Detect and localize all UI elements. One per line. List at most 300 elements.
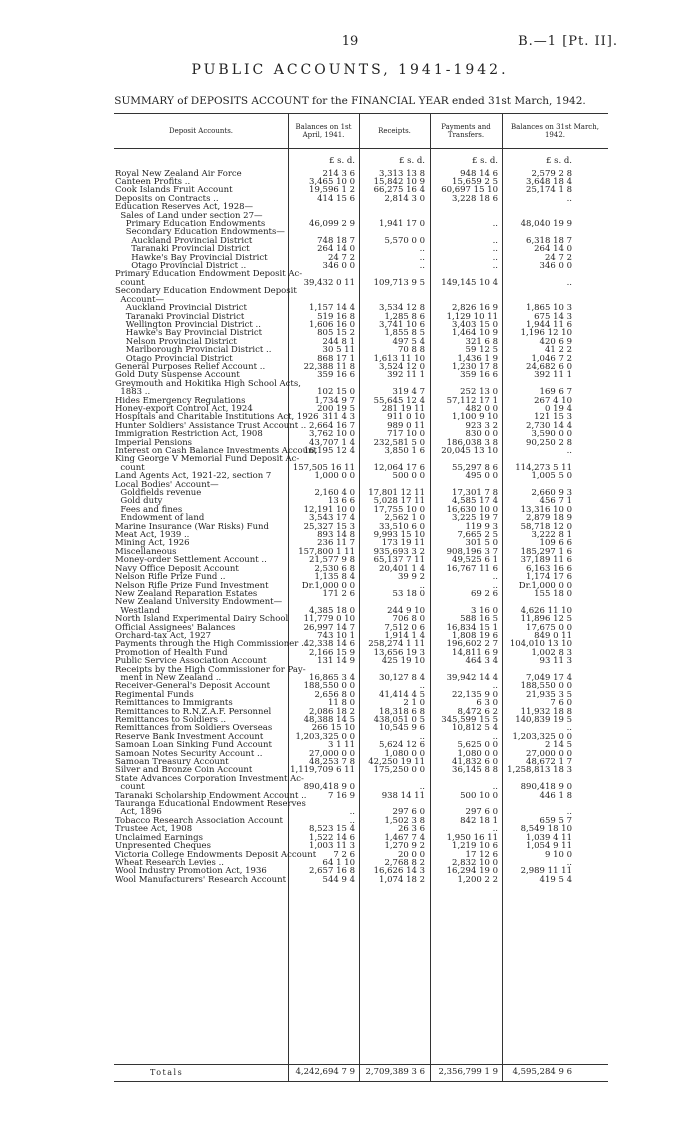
header-balance-end: Balances on 31st March, 1942. — [511, 122, 599, 139]
balance-start: 2,530 6 8 — [314, 563, 355, 574]
table-row — [114, 287, 608, 295]
account-name: Regimental Funds — [115, 689, 194, 700]
account-name: Wheat Research Levies .. — [115, 857, 225, 868]
payments: 10,812 5 4 — [452, 723, 498, 734]
account-name: Deposits on Contracts .. — [115, 193, 219, 204]
account-name: Nelson Rifle Prize Fund .. — [115, 572, 226, 583]
account-name: Honey-export Control Act, 1924 — [115, 403, 253, 414]
account-name: Taranaki Scholarship Endowment Account .. — [115, 790, 307, 801]
receipts: 281 19 11 — [381, 403, 425, 414]
units-label: £ s. d. — [471, 156, 498, 166]
payments: 1,230 17 8 — [452, 361, 498, 372]
account-name: Marine Insurance (War Risks) Fund — [115, 521, 269, 532]
account-name: Land Agents Act, 1921-22, section 7 — [115, 471, 272, 482]
balance-start: 188,550 0 0 — [303, 681, 355, 692]
balance-start: 3,762 10 0 — [309, 429, 355, 440]
receipts: .. — [419, 252, 425, 263]
receipts: 938 14 11 — [381, 790, 425, 801]
account-name: Taranaki Provincial District — [115, 311, 245, 322]
account-name: Marlborough Provincial District .. — [115, 345, 272, 356]
payments: 1,808 19 6 — [452, 630, 498, 641]
payments: 842 18 1 — [460, 815, 498, 826]
balance-start: 39,432 0 11 — [303, 277, 355, 288]
receipts: 33,510 6 0 — [379, 521, 425, 532]
receipts: 1,467 7 4 — [384, 832, 425, 843]
receipts: 1,080 0 0 — [384, 748, 425, 759]
payments: .. — [492, 824, 498, 835]
balance-end: 188,550 0 0 — [520, 681, 572, 692]
account-name: Canteen Profits .. — [115, 177, 191, 187]
balance-end: 24,682 6 0 — [526, 361, 572, 372]
total-balance-end: 4,595,284 9 6 — [512, 1067, 572, 1077]
deposits-table — [114, 113, 608, 1082]
receipts: 3,524 12 0 — [379, 361, 425, 372]
receipts: 2,768 8 2 — [384, 857, 425, 868]
receipts: 30,127 8 4 — [379, 672, 425, 683]
account-name: Hospitals and Charitable Institutions Act, 1926 — [115, 412, 319, 423]
totals-label: Totals — [150, 1068, 184, 1077]
balance-start: 359 16 6 — [317, 370, 355, 381]
balance-end: 0 19 4 — [544, 403, 572, 414]
payments: 500 10 0 — [460, 790, 498, 801]
balance-start: 16,195 12 4 — [303, 446, 355, 456]
balance-start: 414 15 6 — [317, 193, 355, 204]
balance-end: 185,297 1 6 — [520, 546, 572, 557]
balance-start: 2,166 15 9 — [309, 647, 355, 658]
account-name: Official Assignees' Balances — [115, 622, 236, 633]
account-name: Gold duty — [115, 496, 163, 507]
balance-start: 4,385 18 0 — [309, 605, 355, 616]
payments: 8,472 6 2 — [457, 706, 498, 717]
account-name: King George V Memorial Fund Deposit Ac- — [115, 454, 300, 465]
payments: 57,112 17 1 — [446, 395, 498, 406]
payments: 301 5 0 — [465, 538, 498, 549]
balance-start: 171 2 6 — [322, 588, 355, 599]
total-receipts: 2,709,389 3 6 — [365, 1067, 425, 1077]
balance-start: 25,327 15 3 — [303, 521, 355, 532]
payments: .. — [492, 782, 498, 793]
payments: 2,832 10 0 — [452, 857, 498, 868]
account-name: count — [115, 782, 145, 793]
balance-start: 16,865 3 4 — [309, 672, 355, 683]
account-name: General Purposes Relief Account .. — [115, 361, 266, 372]
balance-end: 7 6 0 — [550, 698, 572, 709]
balance-end: 6,163 16 6 — [526, 563, 572, 574]
balance-start: 43,707 1 4 — [309, 437, 355, 448]
balance-start: 48,388 14 5 — [303, 715, 355, 725]
balance-end: 3,222 8 1 — [531, 530, 572, 541]
balance-end: 1,944 11 6 — [526, 319, 572, 330]
payments: 359 16 6 — [460, 370, 498, 381]
receipts: 175,250 0 0 — [373, 765, 425, 776]
balance-end: 2,660 9 3 — [531, 488, 572, 499]
payments: .. — [492, 244, 498, 255]
receipts: .. — [419, 244, 425, 255]
account-name: Public Service Association Account — [115, 656, 267, 667]
account-name: Nelson Provincial District — [115, 336, 237, 347]
balance-start: 27,000 0 0 — [309, 748, 355, 759]
account-name: Unpresented Cheques — [115, 841, 211, 852]
payments: 149,145 10 4 — [441, 277, 498, 288]
receipts: 497 5 4 — [392, 336, 425, 347]
balance-start: 11,779 0 10 — [303, 614, 355, 625]
payments: 6 3 0 — [476, 698, 498, 709]
account-name: Secondary Education Endowments— — [115, 227, 285, 238]
balance-start: 200 19 5 — [317, 403, 355, 414]
account-name: Hawke's Bay Provincial District — [115, 252, 268, 263]
balance-end: 93 11 3 — [539, 656, 572, 667]
receipts: 1,502 3 8 — [384, 815, 425, 826]
receipts: 706 8 0 — [392, 614, 425, 625]
balance-end: 1,174 17 6 — [526, 572, 572, 583]
account-name: Royal New Zealand Air Force — [115, 168, 242, 179]
receipts: 5,624 12 6 — [379, 740, 425, 751]
receipts: 392 11 1 — [387, 370, 425, 381]
payments: 15,659 2 5 — [452, 177, 498, 187]
balance-start: 22,388 11 8 — [303, 361, 355, 372]
account-name: New Zealand Reparation Estates — [115, 588, 258, 599]
document-reference: B.—1 [Pt. II]. — [518, 34, 618, 49]
balance-start: 157,505 16 11 — [292, 462, 355, 473]
balance-end: 1,039 4 11 — [526, 832, 572, 843]
balance-end: 11,932 18 8 — [520, 706, 572, 717]
account-name: Gold Duty Suspense Account — [115, 370, 240, 381]
balance-start: 46,099 2 9 — [309, 219, 355, 230]
account-name: count — [115, 277, 145, 288]
payments: 20,045 13 10 — [441, 446, 498, 456]
receipts: .. — [419, 580, 425, 591]
balance-end: 109 6 6 — [539, 538, 572, 549]
account-name: Wool Manufacturers' Research Account — [115, 874, 286, 885]
account-name: Remittances to Soldiers .. — [115, 715, 227, 725]
units-label: £ s. d. — [398, 156, 425, 166]
payments: 252 13 0 — [460, 387, 498, 398]
balance-start: .. — [349, 815, 355, 826]
receipts: 3,741 10 6 — [379, 319, 425, 330]
balance-end: 37,189 11 6 — [520, 555, 572, 566]
balance-start: 805 15 2 — [317, 328, 355, 339]
balance-start: 2,086 18 2 — [309, 706, 355, 717]
balance-start: 30 5 11 — [322, 345, 355, 356]
payments: 1,950 16 11 — [446, 832, 498, 843]
receipts: 42,250 19 11 — [368, 757, 425, 768]
account-name: Education Reserves Act, 1928— — [115, 202, 254, 213]
balance-end: 392 11 1 — [534, 370, 572, 381]
table-row — [114, 270, 608, 278]
payments: 297 6 0 — [465, 807, 498, 818]
payments: 3 16 0 — [470, 605, 498, 616]
balance-end: 48,672 1 7 — [526, 757, 572, 768]
balance-end: 3,648 18 4 — [526, 177, 572, 187]
receipts: .. — [419, 261, 425, 272]
receipts: 41,414 4 5 — [379, 689, 425, 700]
receipts: 1,074 18 2 — [379, 874, 425, 885]
payments: 41,832 6 0 — [452, 757, 498, 768]
receipts: 2,814 3 0 — [384, 193, 425, 204]
balance-start: 157,800 1 11 — [298, 546, 355, 557]
receipts: 3,313 13 8 — [379, 168, 425, 179]
balance-start: 21,577 9 8 — [309, 555, 355, 566]
balance-end: 155 18 0 — [534, 588, 572, 599]
balance-end: 17,675 0 0 — [526, 622, 572, 633]
receipts: 12,064 17 6 — [373, 462, 425, 473]
header-balance-start: Balances on 1st April, 1941. — [295, 122, 352, 139]
account-name: Meat Act, 1939 .. — [115, 530, 190, 541]
receipts: .. — [419, 681, 425, 692]
totals-row — [114, 1064, 608, 1081]
payments: 5,625 0 0 — [457, 740, 498, 751]
balance-start: 1,119,709 6 11 — [290, 765, 355, 776]
account-name: Primary Education Endowments — [115, 219, 266, 230]
receipts: 5,570 0 0 — [384, 235, 425, 246]
balance-start: 3 1 11 — [327, 740, 355, 751]
balance-start: 244 8 1 — [322, 336, 355, 347]
receipts: 438,051 0 5 — [373, 715, 425, 725]
receipts: 17,755 10 0 — [373, 504, 425, 515]
account-name: Account— — [115, 294, 165, 305]
payments: 1,129 10 11 — [446, 311, 498, 322]
balance-start: 48,253 7 8 — [309, 757, 355, 768]
receipts: 2,562 1 0 — [384, 513, 425, 524]
units-row — [114, 157, 608, 170]
page-number: 19 — [341, 34, 359, 49]
balance-end: .. — [566, 723, 572, 734]
account-name: Otago Provincial District .. — [115, 261, 247, 272]
header-deposit-accounts: Deposit Accounts. — [168, 126, 234, 135]
receipts: 3,534 12 8 — [379, 303, 425, 314]
balance-end: .. — [566, 857, 572, 868]
account-name: Payments through the High Commissioner .. — [115, 639, 307, 650]
balance-end: .. — [566, 193, 572, 204]
account-name: Local Bodies' Account— — [115, 479, 219, 490]
total-payments: 2,356,799 1 9 — [438, 1067, 498, 1077]
receipts: 20 0 0 — [397, 849, 425, 860]
account-name: Goldfields revenue — [115, 488, 202, 499]
payments: 1,219 10 6 — [452, 841, 498, 852]
receipts: 3,850 1 6 — [384, 446, 425, 456]
balance-start: 131 14 9 — [317, 656, 355, 667]
balance-start: 24 7 2 — [327, 252, 355, 263]
receipts: 319 4 7 — [392, 387, 425, 398]
balance-end: 24 7 2 — [544, 252, 572, 263]
account-name: Wool Industry Promotion Act, 1936 — [115, 866, 267, 877]
payments: .. — [492, 731, 498, 742]
balance-start: 743 10 1 — [317, 630, 355, 641]
balance-start: 748 18 7 — [317, 235, 355, 246]
account-name: Victoria College Endowments Deposit Account — [115, 849, 317, 860]
account-name: Samoan Treasury Account — [115, 757, 229, 768]
table-subtitle: SUMMARY of DEPOSITS ACCOUNT for the FINANCIAL YEAR ended 31st March, 1942. — [114, 95, 586, 107]
payments: 196,602 2 7 — [446, 639, 498, 650]
balance-end: 2,730 14 4 — [526, 420, 572, 431]
payments: 4,585 17 4 — [452, 496, 498, 507]
balance-end: 346 0 0 — [539, 261, 572, 272]
payments: 59 12 5 — [465, 345, 498, 356]
payments: 17,301 7 8 — [452, 488, 498, 499]
receipts: 297 6 0 — [392, 807, 425, 818]
table-row — [114, 876, 608, 884]
payments: 55,297 8 6 — [452, 462, 498, 473]
balance-end: 420 6 9 — [539, 336, 572, 347]
account-name: Reserve Bank Investment Account — [115, 731, 264, 742]
payments: 69 2 6 — [470, 588, 498, 599]
receipts: 65,137 7 11 — [373, 555, 425, 566]
receipts: 1,613 11 10 — [373, 353, 425, 364]
payments: 908,196 3 7 — [446, 546, 498, 557]
payments: 3,228 18 6 — [452, 193, 498, 204]
balance-end: 1,002 8 3 — [531, 647, 572, 658]
receipts: 5,028 17 11 — [373, 496, 425, 507]
balance-start: 1,135 8 4 — [314, 572, 355, 583]
receipts: 55,645 12 4 — [373, 395, 425, 406]
balance-start: 8,523 15 4 — [309, 824, 355, 835]
balance-start: 1,003 11 3 — [309, 841, 355, 852]
payments: 2,826 16 9 — [452, 303, 498, 314]
balance-end: .. — [566, 277, 572, 288]
receipts: 53 18 0 — [392, 588, 425, 599]
balance-start: 346 0 0 — [322, 261, 355, 272]
receipts: .. — [419, 731, 425, 742]
account-name: Orchard-tax Act, 1927 — [115, 630, 212, 641]
account-name: Remittances to R.N.Z.A.F. Personnel — [115, 706, 272, 717]
payments: .. — [492, 235, 498, 246]
payments: 1,436 1 9 — [457, 353, 498, 364]
receipts: 1,855 8 5 — [384, 328, 425, 339]
balance-start: 2,664 16 7 — [309, 420, 355, 431]
payments: .. — [492, 572, 498, 583]
balance-end: 1,196 12 10 — [520, 328, 572, 339]
balance-start: Dr.1,000 0 0 — [301, 580, 355, 591]
account-name: Tobacco Research Association Account — [115, 815, 283, 826]
balance-end: 1,046 7 2 — [531, 353, 572, 364]
balance-start: 7 16 9 — [327, 790, 355, 801]
balance-start: 266 15 10 — [311, 723, 355, 734]
balance-start: 1,734 9 7 — [314, 395, 355, 406]
balance-end: 121 15 3 — [534, 412, 572, 423]
balance-start: 3,543 17 4 — [309, 513, 355, 524]
balance-start: 7 2 6 — [333, 849, 355, 860]
balance-end: 90,250 2 8 — [526, 437, 572, 448]
table-row — [114, 489, 608, 497]
balance-end: 58,718 12 0 — [520, 521, 572, 532]
receipts: 1,941 17 0 — [379, 219, 425, 230]
balance-start: 11 8 0 — [327, 698, 355, 709]
payments: 16,834 15 1 — [446, 622, 498, 633]
receipts: 16,626 14 3 — [373, 866, 425, 877]
account-name: Immigration Restriction Act, 1908 — [115, 429, 263, 440]
payments: 1,464 10 9 — [452, 328, 498, 339]
balance-end: 9 10 0 — [544, 849, 572, 860]
balance-start: 3,465 10 0 — [309, 177, 355, 187]
receipts: 18,318 6 8 — [379, 706, 425, 717]
payments: 830 0 0 — [465, 429, 498, 440]
receipts: 1,270 9 2 — [384, 841, 425, 852]
receipts: 13,656 19 3 — [373, 647, 425, 658]
payments: 3,225 19 7 — [452, 513, 498, 524]
payments: 1,200 2 2 — [457, 874, 498, 885]
receipts: 15,842 10 9 — [373, 177, 425, 187]
balance-end: 1,054 9 11 — [526, 841, 572, 852]
balance-start: 102 15 0 — [317, 387, 355, 398]
balance-end: 140,839 19 5 — [515, 715, 572, 725]
account-name: Tauranga Educational Endowment Reserves — [115, 799, 306, 810]
balance-end: 2,879 18 9 — [526, 513, 572, 524]
payments: 14,811 6 9 — [452, 647, 498, 658]
balance-end: 446 1 8 — [539, 790, 572, 801]
receipts: 26 3 6 — [397, 824, 425, 835]
receipts: 717 10 0 — [387, 429, 425, 440]
balance-end: 3,590 0 0 — [531, 429, 572, 440]
receipts: 20,401 1 4 — [379, 563, 425, 574]
balance-end: 456 7 1 — [539, 496, 572, 507]
balance-start: 311 4 3 — [322, 412, 355, 423]
table-body — [114, 157, 608, 884]
balance-start: 1,606 16 0 — [309, 319, 355, 330]
total-balance-start: 4,242,694 7 9 — [295, 1067, 355, 1077]
balance-start: 893 14 8 — [317, 530, 355, 541]
balance-end: 1,203,325 0 0 — [512, 731, 572, 742]
receipts: 989 0 11 — [387, 420, 425, 431]
account-name: Mining Act, 1926 — [115, 538, 190, 549]
account-name: 1883 .. — [115, 387, 151, 398]
balance-end: .. — [566, 807, 572, 818]
account-name: Westland — [115, 605, 160, 616]
receipts: 2 1 0 — [403, 698, 425, 709]
account-name: Imperial Pensions — [115, 437, 193, 448]
account-name: Primary Education Endowment Deposit Ac- — [115, 269, 303, 280]
payments: .. — [492, 580, 498, 591]
balance-start: 236 11 7 — [317, 538, 355, 549]
balance-end: 114,273 5 11 — [515, 462, 572, 473]
balance-start: 1,203,325 0 0 — [295, 731, 355, 742]
receipts: 1,285 8 6 — [384, 311, 425, 322]
receipts: 109,713 9 5 — [373, 277, 425, 288]
receipts: 244 9 10 — [387, 605, 425, 616]
account-name: Silver and Bronze Coin Account — [115, 765, 253, 776]
receipts: 7,512 0 6 — [384, 622, 425, 633]
balance-end: 2,579 2 8 — [531, 168, 572, 179]
page-title: PUBLIC ACCOUNTS, 1941-1942. — [191, 62, 509, 78]
balance-end: 267 4 10 — [534, 395, 572, 406]
balance-start: 1,000 0 0 — [314, 471, 355, 482]
account-name: Hawke's Bay Provincial District — [115, 328, 263, 339]
account-name: New Zealand University Endowment— — [115, 597, 283, 608]
balance-end: .. — [566, 446, 572, 456]
payments: 7,665 2 5 — [457, 530, 498, 541]
balance-start: 2,656 8 0 — [314, 689, 355, 700]
payments: 3,403 15 0 — [452, 319, 498, 330]
account-name: Remittances from Soldiers Overseas — [115, 723, 273, 734]
balance-end: 419 5 4 — [539, 874, 572, 885]
receipts: 911 0 10 — [387, 412, 425, 423]
balance-end: 11,896 12 5 — [520, 614, 572, 625]
payments: 464 3 4 — [465, 656, 498, 667]
payments: .. — [492, 252, 498, 263]
account-name: Auckland Provincial District — [115, 303, 247, 314]
balance-start: 42,338 14 6 — [303, 639, 355, 650]
receipts: 232,581 5 0 — [373, 437, 425, 448]
balance-end: 849 0 11 — [534, 630, 572, 641]
payments: .. — [492, 219, 498, 230]
payments: .. — [492, 681, 498, 692]
receipts: 9,993 15 10 — [373, 530, 425, 541]
receipts: 935,693 3 2 — [373, 546, 425, 557]
balance-end: 25,174 1 8 — [526, 185, 572, 196]
account-name: ment in New Zealand .. — [115, 672, 222, 683]
account-name: Remittances to Immigrants — [115, 698, 233, 709]
account-name: Navy Office Deposit Account — [115, 563, 239, 574]
account-name: Unclaimed Earnings — [115, 832, 203, 843]
